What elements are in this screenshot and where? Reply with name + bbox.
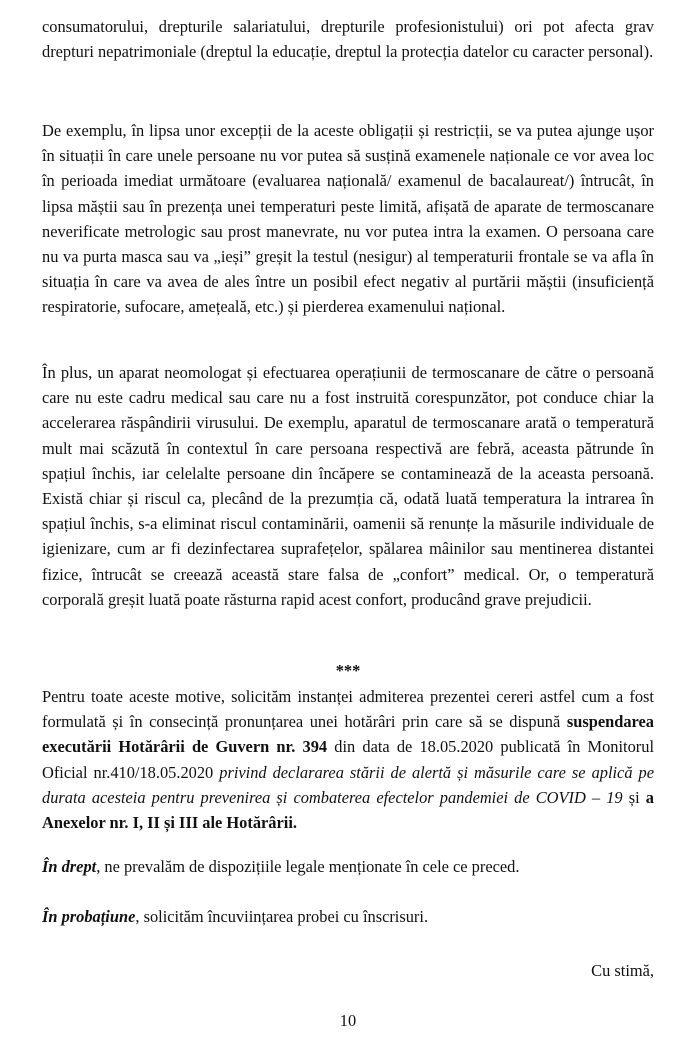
request-bold-suspension: suspendarea executării Hotărârii de Guvern nr. 394 [42,712,654,757]
paragraph-request [42,684,654,835]
request-italic-title: privind declararea stării de alertă și măsurile care se aplică pe durata acesteia pentru prevenirea și combaterea efectelor pandemiei de COVID – 19 [42,762,654,807]
paragraph-evidence [42,904,654,929]
evidence-text: , solicităm încuviințarea probei cu înscrisuri. [135,907,429,926]
paragraph-legal-basis [42,854,654,879]
paragraph-example-exams: De exemplu, în lipsa unor excepții de la aceste obligații și restricții, se va putea ajunge ușor în situații în care unele persoane nu vor putea să susțină examenele naționale ce vor avea loc în perioada imediat următoare (evaluarea națională/ examenul de bacalaureat/) întrucât, în lipsa măștii sau în prezența unei temperaturi peste limită, afișată de aparate de termoscanare neverificate metrologic sau prost manevrate, nu vor putea intra la examen. O persoana care nu va purta masca sau va „ieși” greșit la testul (nesigur) al temperaturii frontale se va afla în situația în care va avea de ales între un posibil efect negativ al purtării măștii (insuficiență respiratorie, sufocare, amețeală, etc.) și pierderea examenului național. [42,121,654,317]
page-number: 10 [339,1011,357,1030]
legal-basis-lead: În drept [42,857,97,876]
request-bold-annexes: a Anexelor nr. I, II și III ale Hotărârii. [42,787,654,833]
paragraph-thermoscanning: În plus, un aparat neomologat și efectuarea operațiunii de termoscanare de către o persoană care nu este cadru medical sau care nu a fost instruită corespunzător, pot conduce chiar la accelerarea răspândirii virusului. De exemplu, aparatul de termoscanare arată o temperatură mult mai scăzută în contextul în care persoana respectivă are febră, aceasta pătrunde în spațiul închis, iar celelalte persoane din încăpere se contaminează de la aceasta persoană. Există chiar și riscul ca, plecând de la prezumția că, odată luată temperatura la intrarea în spațiul închis, s-a eliminat riscul contaminării, oamenii să renunțe la măsurile individuale de igienizare, cum ar fi dezinfectarea suprafețelor, spălarea mâinilor sau mentinerea distantei fizice, întrucât se creează această stare falsa de „confort” medical. Or, o temperatură corporală greșit luată poate răsturna rapid acest confort, producând grave prejudicii. [42,363,654,609]
evidence-lead: În probațiune [42,907,136,926]
closing-salutation: Cu stimă, [591,961,654,980]
request-text-2: din data de 18.05.2020 publicată în Monitorul Oficial nr.410/18.05.2020 [42,737,654,782]
request-text-3: și [622,787,646,807]
paragraph-rights: consumatorului, drepturile salariatului, drepturile profesionistului) ori pot afecta grav drepturi nepatrimoniale (dreptul la educație, dreptul la protecția datelor cu caracter personal). [42,17,654,62]
request-text-1: Pentru toate aceste motive, solicităm instanței admiterea prezentei cereri astfel cum a fost formulată și în consecință pronunțarea unei hotărâri prin care să se dispună [42,687,654,732]
section-separator: *** [335,661,361,680]
legal-basis-text: , ne prevalăm de dispozițiile legale menționate în cele ce preced. [96,857,520,876]
